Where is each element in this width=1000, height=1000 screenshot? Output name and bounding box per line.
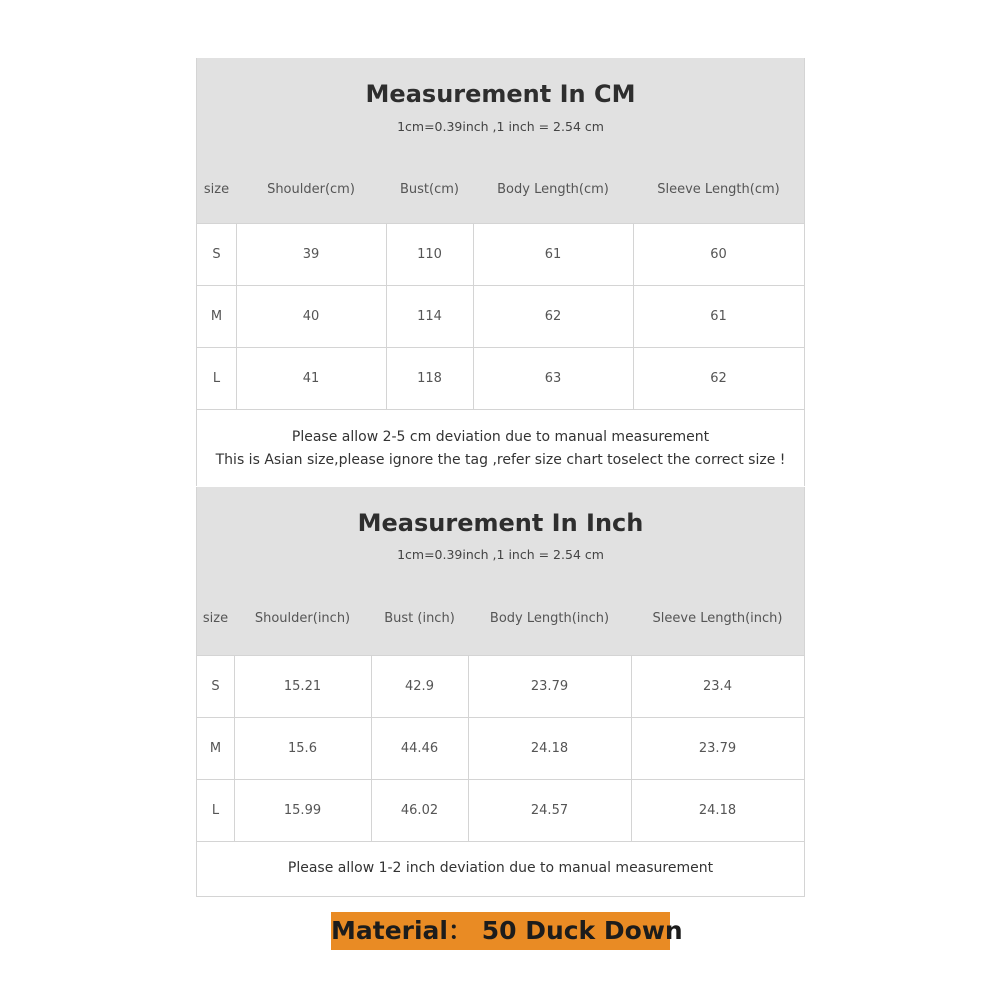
cell-sleeve-length: 23.4	[703, 679, 732, 694]
column-header-shoulder: Shoulder(cm)	[267, 182, 355, 197]
column-header-body-length: Body Length(inch)	[489, 611, 610, 626]
cell-sleeve-length: 23.79	[698, 741, 737, 756]
cell-sleeve-length: 24.18	[698, 803, 737, 818]
column-header-size: size	[202, 611, 229, 626]
note-line: Please allow 1-2 inch deviation due to manual measurement	[287, 860, 714, 876]
cell-shoulder: 15.6	[288, 741, 317, 756]
deviation-note	[197, 409, 804, 486]
cell-bust: 42.9	[405, 679, 434, 694]
cell-body-length: 62	[544, 309, 562, 324]
cell-body-length: 61	[544, 247, 562, 262]
cell-bust: 44.46	[400, 741, 439, 756]
cell-shoulder: 39	[302, 247, 320, 262]
cell-bust: 114	[417, 309, 442, 324]
table-row	[197, 347, 804, 409]
column-header-shoulder: Shoulder(inch)	[254, 611, 351, 626]
size-chart-cm	[196, 58, 805, 486]
chart-header	[197, 487, 804, 655]
cell-shoulder: 40	[302, 309, 320, 324]
column-headers	[197, 182, 804, 202]
table-row	[197, 655, 804, 717]
table-row	[197, 285, 804, 347]
chart-subtitle: 1cm=0.39inch ,1 inch = 2.54 cm	[397, 547, 604, 562]
chart-subtitle: 1cm=0.39inch ,1 inch = 2.54 cm	[397, 119, 604, 134]
table-row	[197, 779, 804, 841]
column-header-size: size	[203, 182, 230, 197]
column-header-sleeve-length: Sleeve Length(inch)	[652, 611, 783, 626]
cell-shoulder: 15.21	[283, 679, 322, 694]
cell-body-length: 24.18	[530, 741, 569, 756]
cell-size: L	[211, 803, 220, 818]
table-row	[197, 717, 804, 779]
column-header-bust: Bust (inch)	[384, 611, 455, 626]
chart-title: Measurement In Inch	[357, 509, 644, 537]
column-header-body-length: Body Length(cm)	[497, 182, 609, 197]
cell-size: S	[212, 247, 221, 262]
note-line: This is Asian size,please ignore the tag ,refer size chart toselect the correct size !	[215, 452, 786, 468]
cell-body-length: 23.79	[530, 679, 569, 694]
size-chart-inch	[196, 487, 805, 897]
column-header-sleeve-length: Sleeve Length(cm)	[657, 182, 780, 197]
cell-size: L	[212, 371, 221, 386]
cell-size: M	[210, 309, 223, 324]
cell-sleeve-length: 61	[710, 309, 727, 324]
cell-body-length: 24.57	[530, 803, 569, 818]
column-headers	[197, 611, 804, 631]
cell-bust: 46.02	[400, 803, 439, 818]
chart-title: Measurement In CM	[365, 80, 636, 108]
chart-header	[197, 58, 804, 223]
cell-bust: 110	[417, 247, 442, 262]
cell-size: S	[211, 679, 220, 694]
column-header-bust: Bust(cm)	[400, 182, 459, 197]
table-row	[197, 223, 804, 285]
material-banner: Material： 50 Duck Down	[331, 912, 670, 950]
cell-size: M	[209, 741, 222, 756]
cell-body-length: 63	[544, 371, 562, 386]
deviation-note	[197, 841, 804, 896]
cell-sleeve-length: 60	[710, 247, 727, 262]
cell-shoulder: 15.99	[283, 803, 322, 818]
note-line: Please allow 2-5 cm deviation due to manual measurement	[291, 429, 710, 445]
cell-bust: 118	[417, 371, 442, 386]
cell-sleeve-length: 62	[710, 371, 727, 386]
cell-shoulder: 41	[302, 371, 320, 386]
